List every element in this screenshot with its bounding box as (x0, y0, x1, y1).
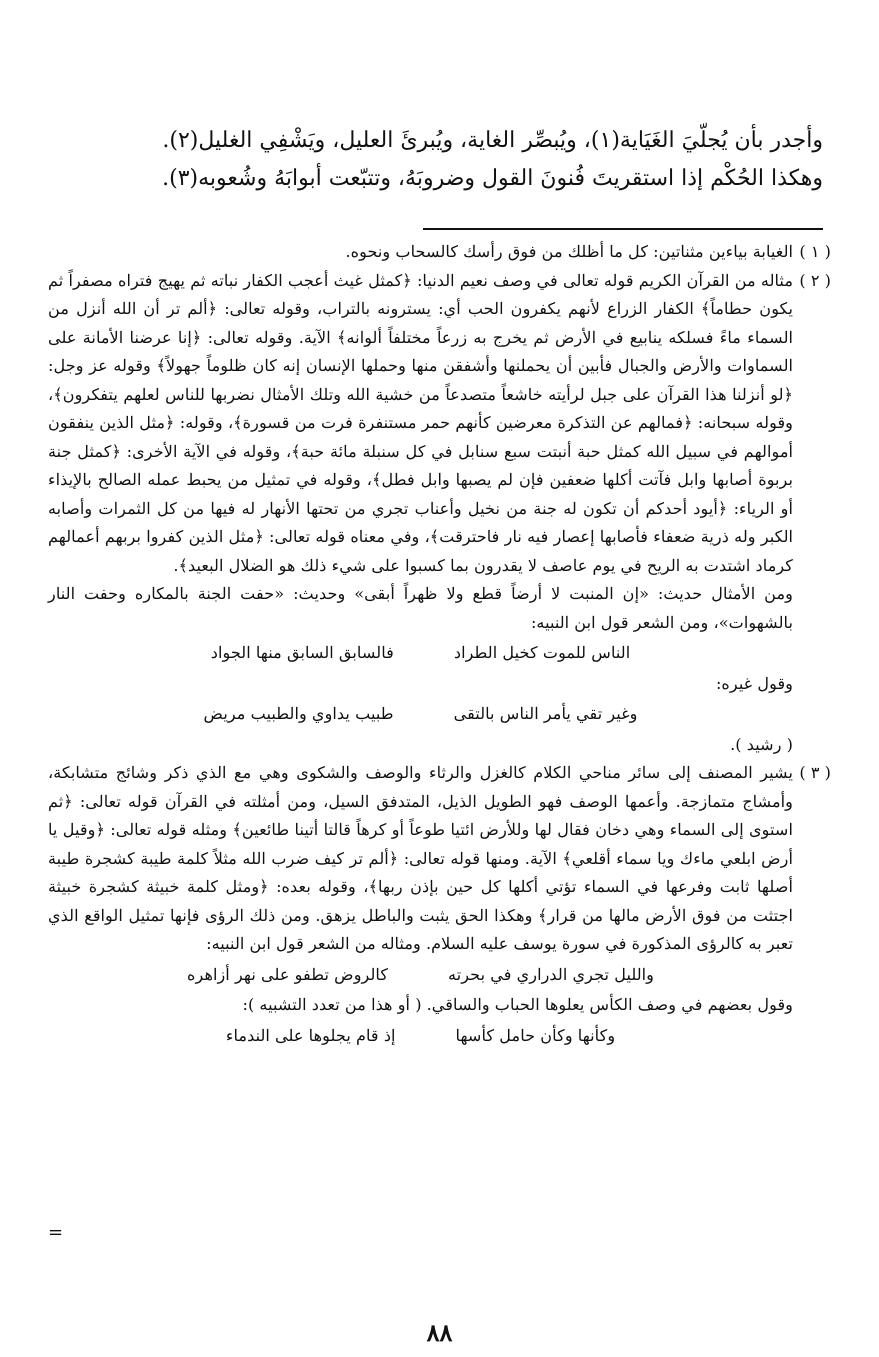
verse-second-hemistich: طبيب يداوي والطبيب مريض (203, 704, 394, 723)
continuation-mark: = (48, 1222, 64, 1243)
footnote-signature: ( رشيد ). (730, 734, 793, 754)
main-text-line-2: وهكذا الحُكْم إذا استقريتَ فُنونَ القول وضروبَهُ، وتتبّعت أبوابَهُ وشُعوبه(٣). (162, 166, 823, 191)
footnote-body (48, 238, 793, 267)
verse-second-hemistich: فالسابق السابق منها الجواد (210, 643, 394, 662)
footnote-number: ( ٣ ) (799, 763, 831, 782)
footnote-body (48, 267, 793, 760)
main-text (88, 122, 823, 198)
book-page (48, 0, 831, 1357)
verse-second-hemistich: كالروض تطفو على نهر أزاهره (187, 964, 389, 984)
footnote-number: ( ٢ ) (799, 270, 831, 290)
footnote-3 (48, 759, 831, 1052)
verse-first-hemistich: الناس للموت كخيل الطراد (453, 643, 631, 662)
footnote-2 (48, 267, 831, 760)
footnote-number: ( ١ ) (799, 242, 831, 261)
verse-second-hemistich: إذ قام يجلوها على الندماء (225, 1025, 396, 1045)
footnote-text: وقول بعضهم في وصف الكأس يعلوها الحباب والساقي. ( أو هذا من تعدد التشبيه ): (242, 995, 793, 1014)
poem-verse (48, 637, 793, 670)
page-number: ٨٨ (426, 1318, 453, 1347)
verse-first-hemistich: وغير تقي يأمر الناس بالتقى (453, 704, 638, 723)
footnote-separator (423, 228, 823, 230)
verse-first-hemistich: والليل تجري الدراري في بحرته (448, 964, 654, 984)
poem-verse (48, 959, 793, 992)
footnote-body (48, 759, 793, 1052)
verse-first-hemistich: وكأنها وكأن حامل كأسها (455, 1025, 616, 1045)
footnote-text: وقول غيره: (715, 673, 793, 693)
footnotes (48, 238, 831, 1052)
footnote-text: الغيابة بياءين مثناتين: كل ما أظلك من فوق رأسك كالسحاب ونحوه. (345, 242, 793, 261)
poem-verse (48, 1020, 793, 1053)
main-text-line-1: وأجدر بأن يُجلّيَ الغَيَاية(١)، ويُبصِّر الغاية، ويُبرئَ العليل، ويَشْفِي الغليل(٢). (162, 128, 823, 153)
poem-verse (48, 698, 793, 731)
footnote-text: ومن الأمثال حديث: «إن المنبت لا أرضاً قطع ولا ظهراً أبقى» وحديث: «حفت الجنة بالمكاره وحفت النار بالشهوات»، ومن الشعر قول ابن النبيه: (48, 584, 793, 632)
footnote-1 (48, 238, 831, 267)
footnote-text: يشير المصنف إلى سائر مناحي الكلام كالغزل والرثاء والوصف والشكوى وهي مع الذي ذكر وشائج متشابكة، وأمشاج متمازجة. وأعمها الوصف فهو الطويل الذيل، المتدفق السيل، ومن أمثلته في القرآن قوله تعالى: ﴿ثم استوى إلى السماء وهي دخان فقال لها وللأرض ائتيا طوعاً أو كرهاً قالتا أتينا طائعين﴾ ومثله قوله تعالى: ﴿وقيل يا أرض ابلعي ماءك ويا سماء أقلعي﴾ الآية. ومنها قوله تعالى: ﴿ألم تر كيف ضرب الله مثلاً كلمة طيبة كشجرة طيبة أصلها ثابت وفرعها في السماء تؤتي أكلها كل حين بإذن ربها﴾، وقوله بعده: ﴿ومثل كلمة خبيثة كشجرة خبيثة اجتثت من فوق الأرض مالها من قرار﴾ وهكذا الحق يثبت والباطل يزهق. ومن ذلك الرؤى فإنها تمثيل الواقع الذي تعبر به كالرؤى المذكورة في سورة يوسف عليه السلام. ومثاله من الشعر قول ابن النبيه: (48, 763, 793, 953)
footnote-text: مثاله من القرآن الكريم قوله تعالى في وصف نعيم الدنيا: ﴿كمثل غيث أعجب الكفار نباته ثم يهيج فتراه مصفراً ثم يكون حطاماً﴾ الكفار الزراع لأنهم يكفرون الحب أي: يسترونه بالتراب، وقوله تعالى: ﴿ألم تر أن الله أنزل من السماء ماءً فسلكه ينابيع في الأرض ثم يخرج به زرعاً مختلفاً ألوانه﴾ الآية. وقوله تعالى: ﴿إنا عرضنا الأمانة على السماوات والأرض والجبال فأبين أن يحملنها وأشفقن منها وحملها الإنسان إنه كان ظلوماً جهولاً﴾ وقوله عز وجل: ﴿لو أنزلنا هذا القرآن على جبل لرأيته خاشعاً متصدعاً من خشية الله وتلك الأمثال نضربها للناس لعلهم يتفكرون﴾، وقوله سبحانه: ﴿فمالهم عن التذكرة معرضين كأنهم حمر مستنفرة فرت من قسورة﴾، وقوله: ﴿مثل الذين ينفقون أموالهم في سبيل الله كمثل حبة أنبتت سبع سنابل في كل سنبلة مائة حبة﴾، وقوله في الآية الأخرى: ﴿كمثل جنة بربوة أصابها وابل فآتت أكلها ضعفين فإن لم يصبها وابل فطل﴾، وقوله في تمثيل من يحبط عمله الصالح بالإيذاء أو الرياء: ﴿أيود أحدكم أن تكون له جنة من نخيل وأعناب تجري من تحتها الأنهار له فيها من كل الثمرات وأصابه الكبر وله ذرية ضعفاء فأصابها إعصار فيه نار فاحترقت﴾، وفي معناه قوله تعالى: ﴿مثل الذين كفروا بربهم أعمالهم كرماد اشتدت به الريح في يوم عاصف لا يقدرون بما كسبوا على شيء ذلك هو الضلال البعيد﴾. (48, 270, 793, 575)
